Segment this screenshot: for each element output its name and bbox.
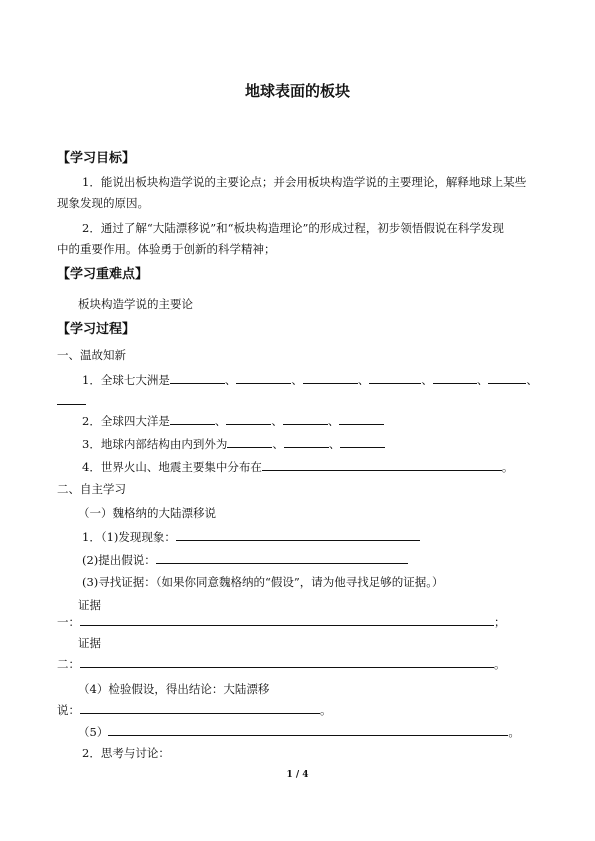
answer-blank[interactable] [369,372,421,384]
goal-1-line-1: 1．能说出板块构造学说的主要论点；并会用板块构造学说的主要理论，解释地球上某些 [82,175,527,189]
goal-2-line-2: 中的重要作用。体验勇于创新的科学精神； [57,242,276,256]
answer-blank[interactable] [170,372,225,384]
self-study-item-3: (3)寻找证据：（如果你同意魏格纳的“假设”，请为他寻找足够的证据。） [82,575,444,589]
answer-blank[interactable] [262,459,502,471]
goal-1-line-2: 现象发现的原因。 [57,196,149,210]
page-number: 1 / 4 [286,770,309,780]
section-heading-key-points: 【学习重难点】 [57,267,149,282]
answer-blank[interactable] [284,436,329,448]
answer-blank[interactable] [156,552,408,564]
answer-blank[interactable] [80,702,320,714]
self-study-item-5: （5） 。 [78,725,520,739]
evidence-2-line: 二： 。 [57,657,506,671]
answer-blank[interactable] [340,436,385,448]
answer-blank[interactable] [226,413,271,425]
self-study-subheading-1: （一）魏格纳的大陆漂移说 [78,506,216,520]
page-title: 地球表面的板块 [244,82,350,100]
discussion-heading: 2．思考与讨论： [82,746,170,760]
answer-blank[interactable] [176,529,420,541]
section-heading-process: 【学习过程】 [57,322,136,337]
self-study-item-1: 1．（1)发现现象： [82,529,420,544]
answer-blank[interactable] [80,614,494,626]
answer-blank[interactable] [433,372,477,384]
answer-blank[interactable] [80,656,494,668]
self-study-item-2: (2)提出假说： [82,552,408,567]
evidence-2-label: 证据 [78,636,101,650]
goal-2-line-1: 2．通过了解“大陆漂移说”和“板块构造理论”的形成过程，初步领悟假说在科学发现 [82,221,504,235]
answer-blank[interactable] [236,372,291,384]
self-study-item-4: （4）检验假设，得出结论：大陆漂移 [78,682,270,696]
answer-blank[interactable] [170,413,215,425]
review-heading: 一、温故知新 [57,348,126,362]
self-study-heading: 二、自主学习 [57,482,126,496]
answer-blank-continued[interactable] [57,404,86,405]
review-q1: 1．全球七大洲是 、 、 、 、 、 、 [82,373,538,387]
evidence-1-line: 一： ； [57,615,506,629]
answer-blank[interactable] [488,372,526,384]
answer-blank[interactable] [283,413,328,425]
review-q3: 3．地球内部结构由内到外为 、 、 [82,436,385,451]
review-q4: 4．世界火山、地震主要集中分布在 。 [82,460,514,474]
answer-blank[interactable] [339,413,384,425]
self-study-item-4-answer: 说： 。 [57,703,332,717]
answer-blank[interactable] [227,436,272,448]
key-points-text: 板块构造学说的主要论 [78,297,193,311]
answer-blank[interactable] [108,724,508,736]
evidence-1-label: 证据 [78,598,101,612]
review-q2: 2．全球四大洋是 、 、 、 [82,413,384,428]
section-heading-goals: 【学习目标】 [57,151,136,166]
answer-blank[interactable] [303,372,358,384]
